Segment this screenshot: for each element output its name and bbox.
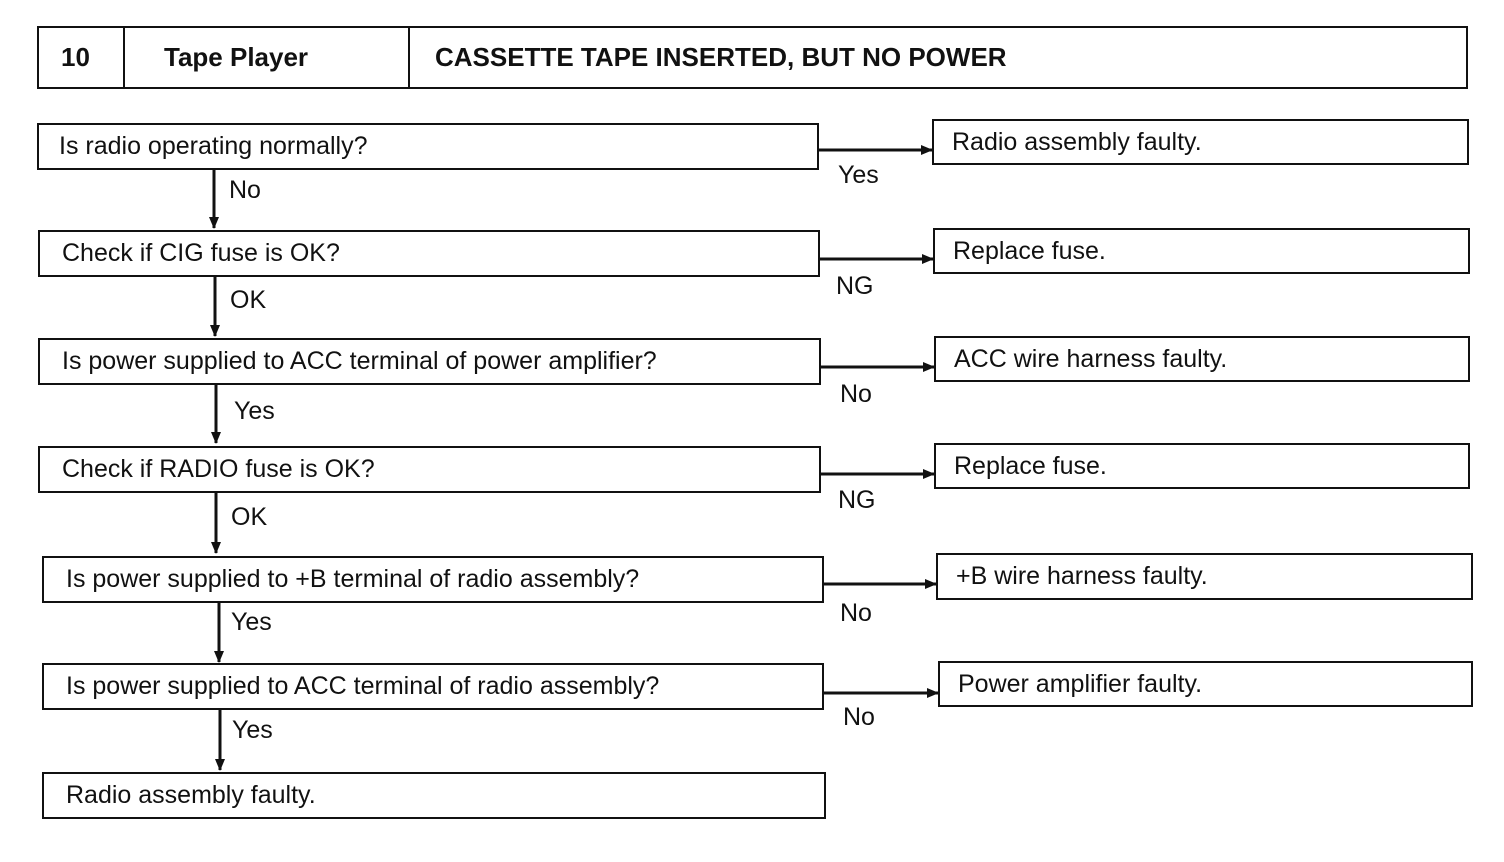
- branch-label: No: [843, 703, 875, 731]
- result-box: Radio assembly faulty.: [932, 119, 1469, 165]
- question-box: Is power supplied to +B terminal of radio assembly?: [42, 556, 824, 603]
- question-box: Is power supplied to ACC terminal of radio assembly?: [42, 663, 824, 710]
- down-label: Yes: [234, 397, 275, 425]
- down-label: OK: [231, 503, 268, 531]
- branch-label: NG: [836, 272, 874, 300]
- down-label: Yes: [232, 716, 273, 744]
- question-box: Is power supplied to ACC terminal of power amplifier?: [38, 338, 821, 385]
- down-label: OK: [230, 286, 267, 314]
- down-label: No: [229, 176, 261, 204]
- header-section: Tape Player: [164, 42, 309, 72]
- header-symptom: CASSETTE TAPE INSERTED, BUT NO POWER: [435, 42, 1007, 72]
- header-number: 10: [61, 42, 90, 72]
- final-result-box: Radio assembly faulty.: [42, 772, 826, 819]
- question-box: Is radio operating normally?: [37, 123, 819, 170]
- result-box: Replace fuse.: [934, 443, 1470, 489]
- down-label: Yes: [231, 608, 272, 636]
- branch-label: No: [840, 599, 872, 627]
- result-box: Replace fuse.: [933, 228, 1470, 274]
- branch-label: Yes: [838, 161, 879, 189]
- branch-label: No: [840, 380, 872, 408]
- question-box: Check if RADIO fuse is OK?: [38, 446, 821, 493]
- branch-label: NG: [838, 486, 876, 514]
- question-box: Check if CIG fuse is OK?: [38, 230, 820, 277]
- result-box: Power amplifier faulty.: [938, 661, 1473, 707]
- result-box: ACC wire harness faulty.: [934, 336, 1470, 382]
- result-box: +B wire harness faulty.: [936, 553, 1473, 600]
